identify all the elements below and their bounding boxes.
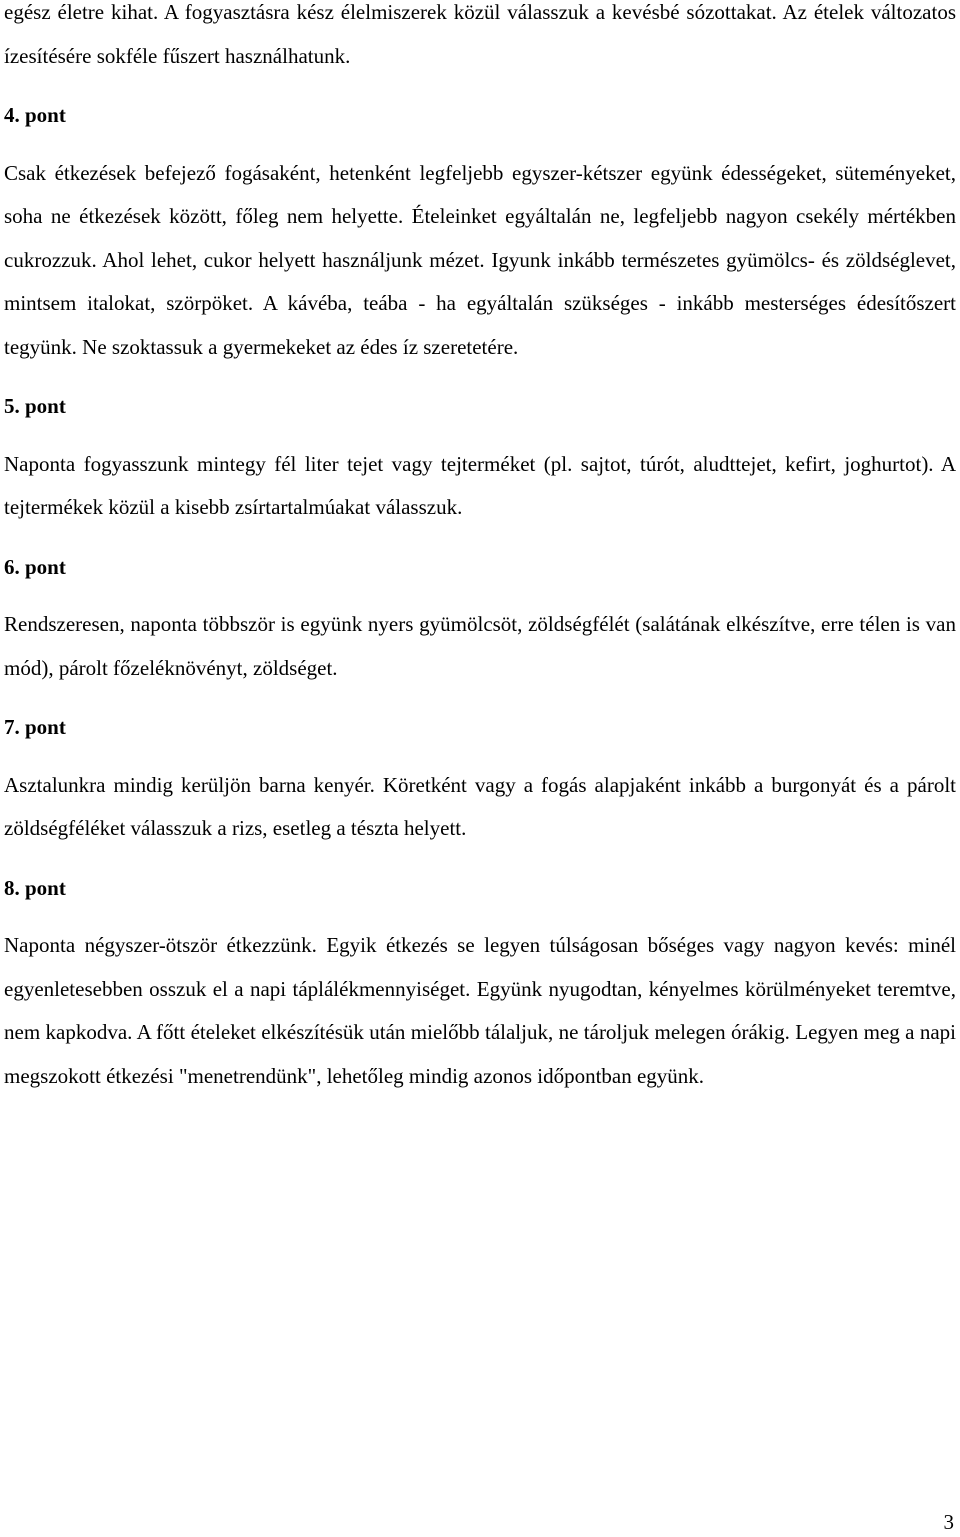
heading-point-4: 4. pont xyxy=(4,103,66,127)
paragraph-point-5: Naponta fogyasszunk mintegy fél liter tejet vagy tejterméket (pl. sajtot, túrót, aludttejet, kefirt, joghurtot). A tejtermékek közül a kisebb zsírtartalmúakat válasszuk. xyxy=(4,451,956,519)
heading-point-6: 6. pont xyxy=(4,554,66,579)
paragraph-salt-intro: egész életre kihat. A fogyasztásra kész élelmiszerek közül válasszuk a kevésbé sózottakat. Az ételek változatos ízesítésére sokféle fűszert használhatunk. xyxy=(4,0,956,68)
paragraph-point-4: Csak étkezések befejező fogásaként, hetenként legfeljebb egyszer-kétszer együnk édességeket, süteményeket, soha ne étkezések között, főleg nem helyette. Ételeinket egyáltalán ne, legfeljebb nagyon csekély mértékben cukrozzuk. Ahol lehet, cukor helyett használjunk mézet. Igyunk inkább természetes gyümölcs- és zöldséglevet, mintsem italokat, szörpöket. A kávéba, teába - ha egyáltalán szükséges - inkább mesterséges édesítőszert tegyünk. Ne szoktassuk a gyermekeket az édes íz szeretetére. xyxy=(4,160,956,359)
heading-point-5: 5. pont xyxy=(4,394,66,418)
heading-point-8: 8. pont xyxy=(4,875,66,900)
page-number: 3 xyxy=(943,1510,954,1534)
heading-point-7: 7. pont xyxy=(4,715,66,739)
paragraph-point-7: Asztalunkra mindig kerüljön barna kenyér. Köretként vagy a fogás alapjaként inkább a burgonyát és a párolt zöldségféléket válasszuk a rizs, esetleg a tészta helyett. xyxy=(4,772,956,840)
document-page xyxy=(4,0,956,1098)
paragraph-point-8: Naponta négyszer-ötször étkezzünk. Egyik étkezés se legyen túlságosan bőséges vagy nagyon kevés: minél egyenletesebben osszuk el a napi táplálékmennyiséget. Együnk nyugodtan, kényelmes körülményeket teremtve, nem kapkodva. A főtt ételeket elkészítésük után mielőbb tálaljuk, ne tároljuk melegen órákig. Legyen meg a napi megszokott étkezési "menetrendünk", lehetőleg mindig azonos időpontban együnk. xyxy=(4,933,956,1088)
paragraph-point-6: Rendszeresen, naponta többször is együnk nyers gyümölcsöt, zöldségfélét (salátának elkészítve, erre télen is van mód), párolt főzeléknövényt, zöldséget. xyxy=(4,612,956,680)
